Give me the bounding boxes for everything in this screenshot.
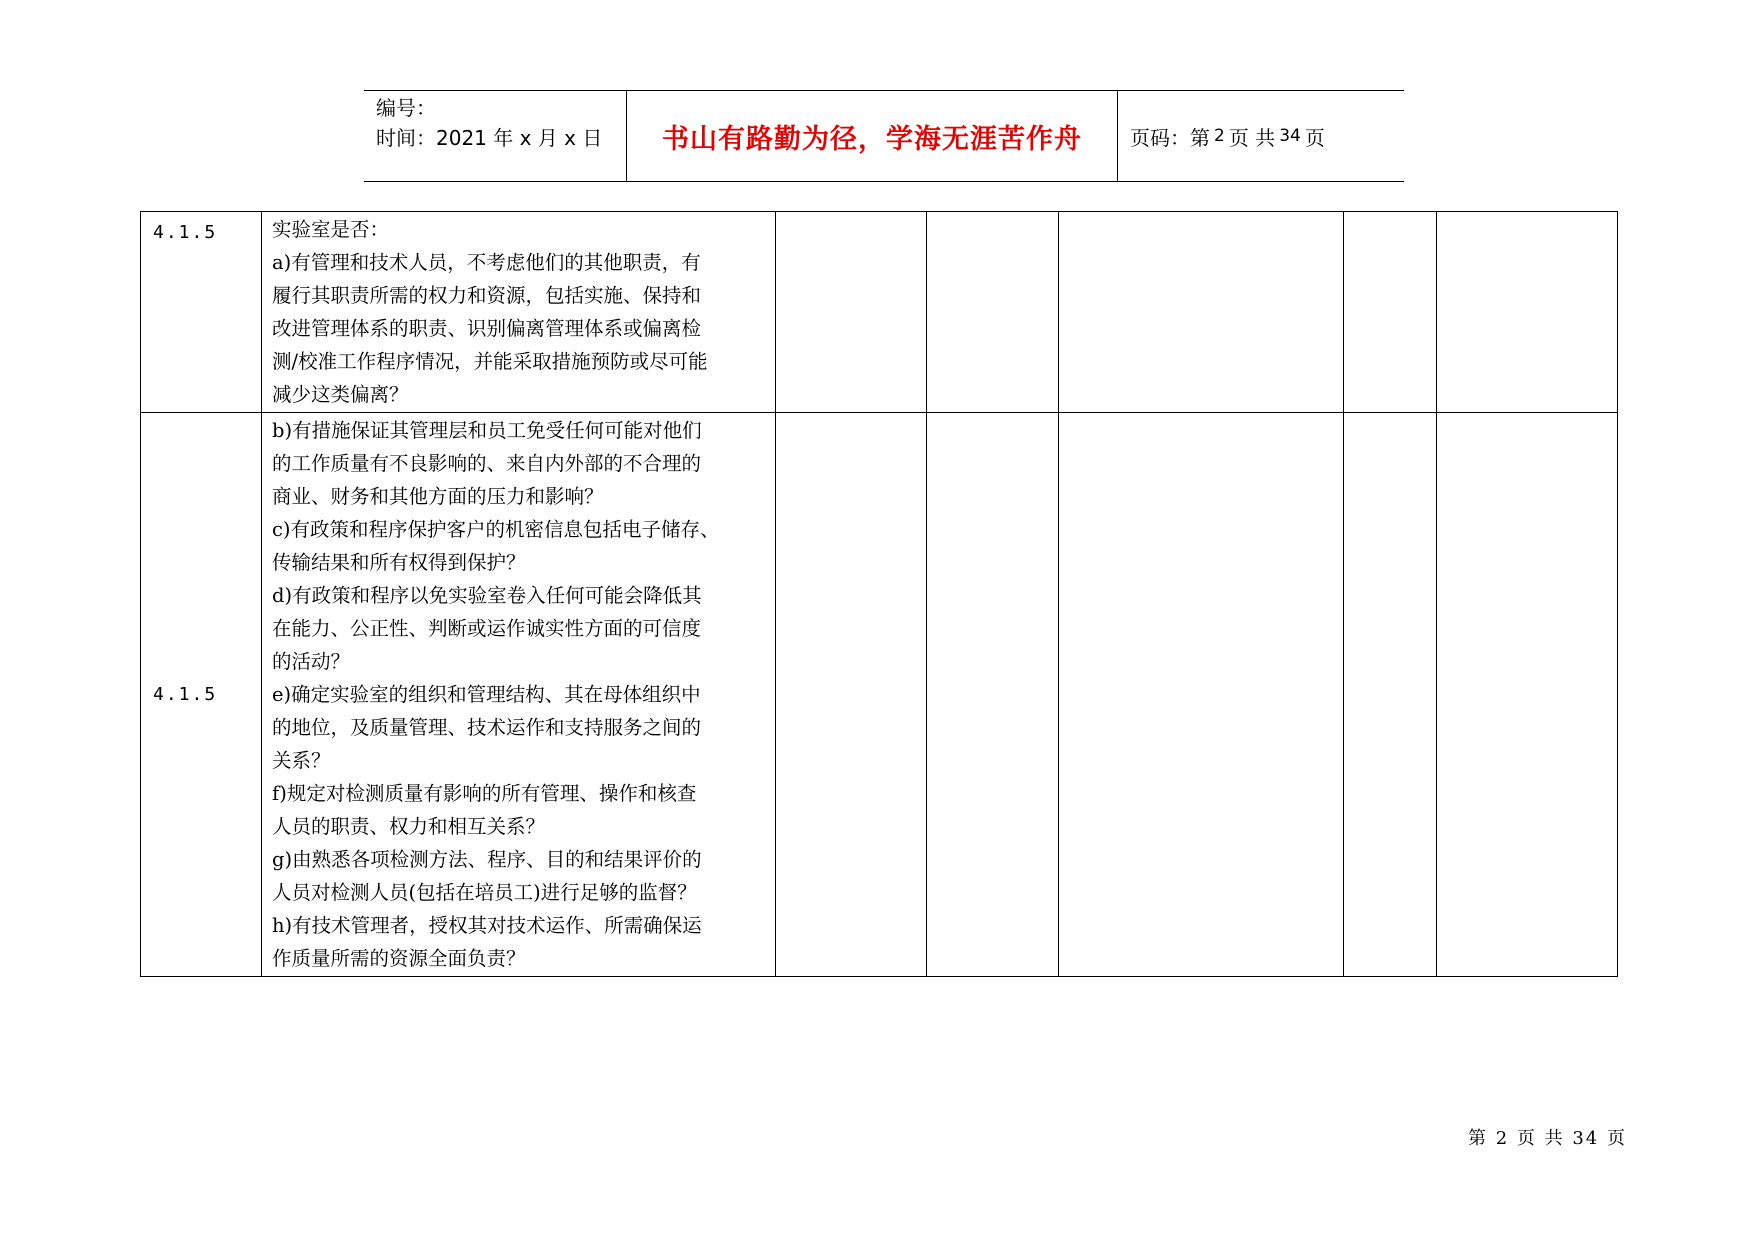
requirement-line: 商业、财务和其他方面的压力和影响？ <box>272 485 604 508</box>
header-page-info <box>1118 91 1404 181</box>
requirement-line: b)有措施保证其管理层和员工免受任何可能对他们 <box>272 419 702 442</box>
empty-cell <box>776 212 927 413</box>
table-row <box>141 212 1618 413</box>
requirement-line: 履行其职责所需的权力和资源，包括实施、保持和 <box>272 284 702 307</box>
requirement-line: 人员的职责、权力和相互关系？ <box>272 815 546 838</box>
page-suffix: 页 <box>1304 125 1325 150</box>
empty-cell <box>1059 413 1344 977</box>
requirement-line: 人员对检测人员(包括在培员工)进行足够的监督？ <box>272 881 697 904</box>
requirement-line: 作质量所需的资源全面负责？ <box>272 947 526 970</box>
number-label: 编号： <box>376 96 436 120</box>
requirement-line: 传输结果和所有权得到保护？ <box>272 551 526 574</box>
requirement-text <box>262 413 776 977</box>
page-current: 2 <box>1214 126 1225 146</box>
requirement-text <box>262 212 776 413</box>
empty-cell <box>927 212 1059 413</box>
requirement-line: a)有管理和技术人员，不考虑他们的其他职责，有 <box>272 251 701 274</box>
requirement-line: e)确定实验室的组织和管理结构、其在母体组织中 <box>272 683 701 706</box>
requirement-line: 关系？ <box>272 749 331 772</box>
motto-text: 书山有路勤为径，学海无涯苦作舟 <box>662 123 1082 155</box>
requirement-line: h)有技术管理者，授权其对技术运作、所需确保运 <box>272 914 702 937</box>
requirement-line: 的工作质量有不良影响的、来自内外部的不合理的 <box>272 452 702 475</box>
checklist-table <box>140 211 1618 977</box>
header-motto-cell <box>627 91 1118 181</box>
page-footer: 第 2 页 共 34 页 <box>1468 1128 1627 1149</box>
page-prefix: 页码：第 <box>1130 125 1210 150</box>
requirement-line: 实验室是否： <box>272 218 390 241</box>
empty-cell <box>1344 413 1437 977</box>
empty-cell <box>1344 212 1437 413</box>
date-label: 时间：2021 年 x 月 x 日 <box>376 126 603 150</box>
requirement-line: 改进管理体系的职责、识别偏离管理体系或偏离检 <box>272 317 702 340</box>
clause-number: 4.1.5 <box>141 212 262 413</box>
header-info <box>364 91 627 181</box>
empty-cell <box>1437 413 1618 977</box>
requirement-line: 的地位，及质量管理、技术运作和支持服务之间的 <box>272 716 702 739</box>
requirement-line: 在能力、公正性、判断或运作诚实性方面的可信度 <box>272 617 702 640</box>
table-row <box>141 413 1618 977</box>
empty-cell <box>776 413 927 977</box>
requirement-line: g)由熟悉各项检测方法、程序、目的和结果评价的 <box>272 848 702 871</box>
requirement-line: 减少这类偏离？ <box>272 383 409 406</box>
requirement-line: d)有政策和程序以免实验室卷入任何可能会降低其 <box>272 584 702 607</box>
requirement-line: c)有政策和程序保护客户的机密信息包括电子储存、 <box>272 518 720 541</box>
requirement-line: f)规定对检测质量有影响的所有管理、操作和核查 <box>272 782 697 805</box>
clause-number: 4.1.5 <box>141 413 262 977</box>
empty-cell <box>1059 212 1344 413</box>
page-total: 34 <box>1279 126 1301 146</box>
empty-cell <box>927 413 1059 977</box>
page-mid: 页 共 <box>1228 125 1276 150</box>
requirement-line: 的活动？ <box>272 650 351 673</box>
requirement-line: 测/校准工作程序情况，并能采取措施预防或尽可能 <box>272 350 708 373</box>
page-header <box>364 90 1404 182</box>
empty-cell <box>1437 212 1618 413</box>
